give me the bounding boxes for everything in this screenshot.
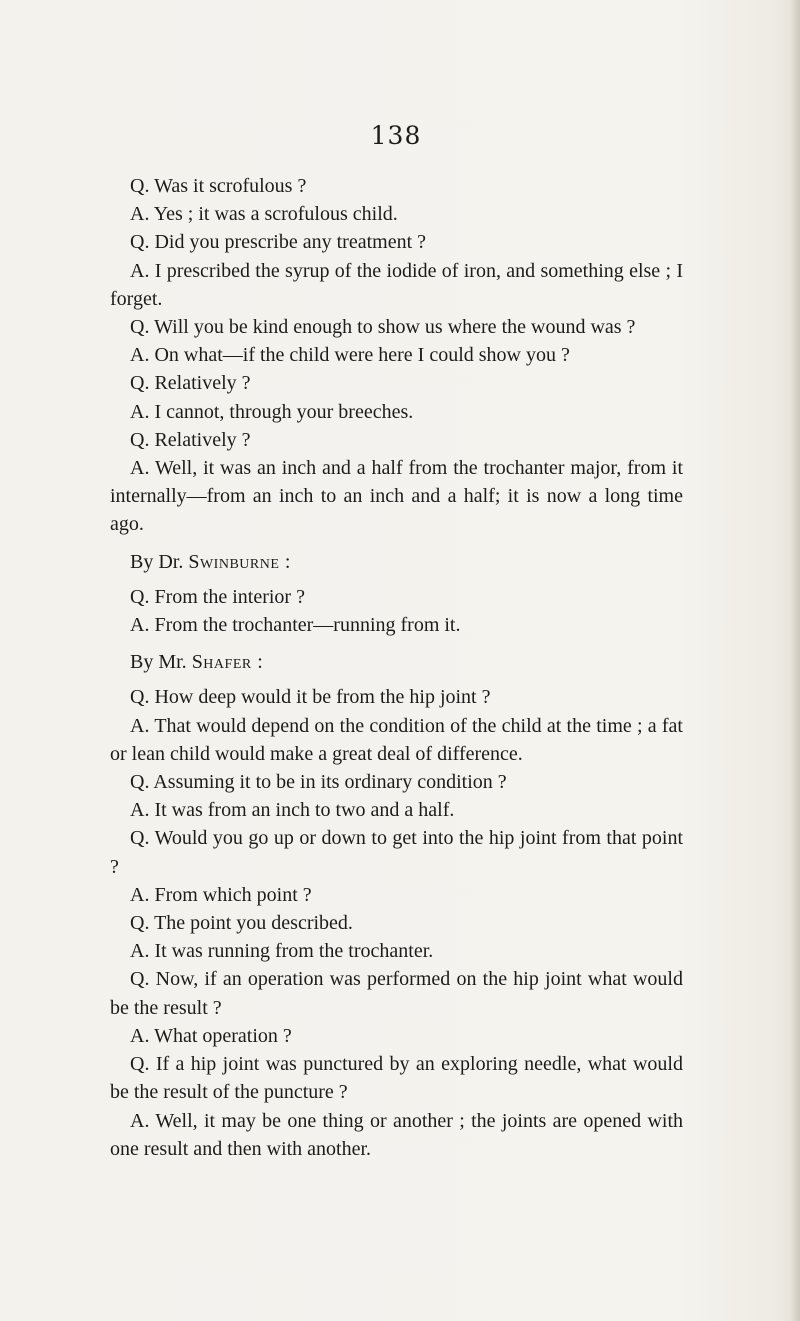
testimony-line: Q. Relatively ? — [130, 372, 251, 395]
testimony-line: A. It was running from the trochanter. — [130, 940, 434, 963]
testimony-line: Q. If a hip joint was punctured by an exploring needle, what would be the result of the puncture ? — [110, 1053, 683, 1104]
speaker-name: Swinburne : — [188, 550, 291, 573]
testimony-line: A. It was from an inch to two and a half. — [130, 799, 455, 822]
testimony-line: A. That would depend on the condition of the child at the time ; a fat or lean child would make a great deal of difference. — [110, 714, 683, 765]
testimony-line: Q. Relatively ? — [130, 428, 251, 451]
testimony-line: A. From the trochanter—running from it. — [130, 614, 461, 637]
page-body-text — [110, 172, 683, 1163]
testimony-line: Q. The point you described. — [130, 912, 353, 935]
speaker-name: Shafer : — [191, 651, 264, 674]
testimony-line: A. I cannot, through your breeches. — [130, 400, 414, 423]
testimony-line: A. From which point ? — [130, 883, 312, 906]
page-edge-shadow — [790, 0, 800, 1321]
page-number: 138 — [370, 121, 422, 150]
testimony-line: Q. How deep would it be from the hip joint ? — [130, 686, 491, 709]
testimony-line: Q. Assuming it to be in its ordinary condition ? — [130, 771, 507, 794]
testimony-line: Q. Would you go up or down to get into the hip joint from that point ? — [110, 827, 683, 878]
testimony-line: A. I prescribed the syrup of the iodide of iron, and something else ; I forget. — [110, 259, 683, 310]
testimony-line: A. What operation ? — [130, 1024, 292, 1047]
testimony-line: Q. From the interior ? — [130, 585, 305, 608]
speaker-prefix: By Mr. — [130, 651, 192, 674]
speaker-prefix: By Dr. — [130, 550, 189, 573]
testimony-line: A. Well, it was an inch and a half from the trochanter major, from it internally—from an inch to an inch and a half; it is now a long time ago. — [110, 457, 683, 536]
testimony-line: A. On what—if the child were here I could show you ? — [130, 344, 570, 367]
testimony-line: Q. Was it scrofulous ? — [130, 175, 307, 197]
testimony-line: A. Yes ; it was a scrofulous child. — [130, 203, 398, 226]
speaker-heading — [110, 548, 683, 576]
testimony-line: A. Well, it may be one thing or another ; the joints are opened with one result and then with another. — [110, 1109, 683, 1160]
speaker-heading — [110, 648, 683, 676]
testimony-line: Q. Now, if an operation was performed on the hip joint what would be the result ? — [110, 968, 683, 1019]
testimony-line: Q. Did you prescribe any treatment ? — [130, 231, 427, 254]
testimony-line: Q. Will you be kind enough to show us where the wound was ? — [130, 316, 636, 339]
